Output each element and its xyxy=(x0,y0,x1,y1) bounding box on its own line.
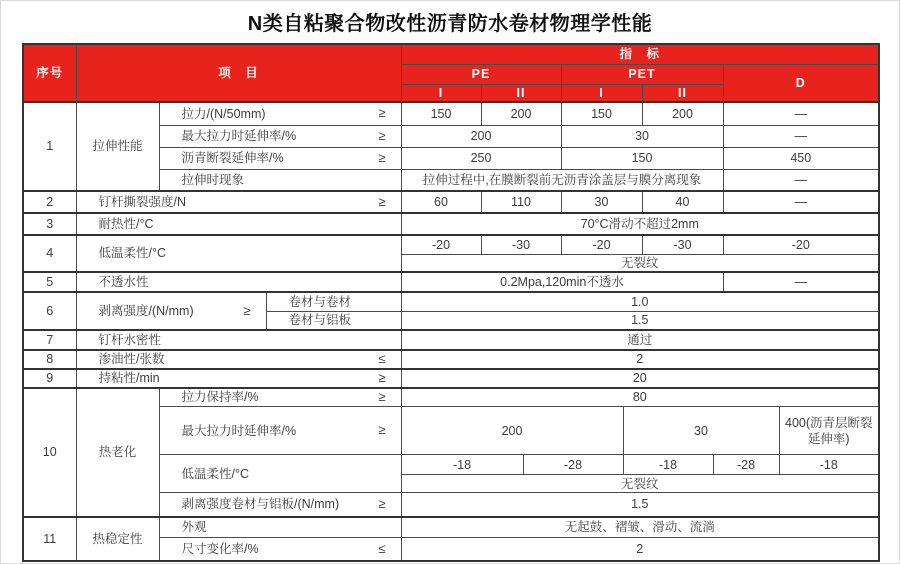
value-cell: -30 xyxy=(642,235,723,254)
item-label: 耐热性/°C xyxy=(98,216,154,231)
value-cell: 1.5 xyxy=(401,493,879,517)
value-cell: 150 xyxy=(561,102,642,125)
table-row xyxy=(23,388,879,407)
seq-cell: 9 xyxy=(23,369,76,388)
item-cell xyxy=(159,102,401,125)
value-cell: 1.0 xyxy=(401,292,879,311)
value-cell: 拉伸过程中,在膜断裂前无沥青涂盖层与膜分离现象 xyxy=(401,169,723,191)
header-seq: 序号 xyxy=(23,44,76,102)
header-index: 指 标 xyxy=(401,44,879,64)
value-cell: -28 xyxy=(523,455,623,475)
item-label: 拉力保持率/% xyxy=(181,390,259,405)
item-label: 钉杆水密性 xyxy=(98,332,162,347)
value-cell: 2 xyxy=(401,538,879,561)
le-symbol: ≤ xyxy=(378,351,386,366)
ge-symbol: ≥ xyxy=(378,389,386,405)
item-cell xyxy=(159,517,401,538)
ge-symbol: ≥ xyxy=(243,302,251,318)
seq-cell: 1 xyxy=(23,102,76,191)
value-cell: -18 xyxy=(623,455,713,475)
item-cell xyxy=(159,169,401,191)
value-cell: 400(沥青层断裂延伸率) xyxy=(779,407,879,455)
item-cell xyxy=(159,388,401,407)
category-cell: 热稳定性 xyxy=(76,517,159,561)
seq-cell: 5 xyxy=(23,272,76,292)
value-cell: 200 xyxy=(401,125,561,147)
le-symbol: ≤ xyxy=(378,540,386,556)
value-cell: 30 xyxy=(561,191,642,213)
table-row xyxy=(23,292,879,311)
item-label: 卷材与铝板 xyxy=(288,313,352,328)
page-title: N类自粘聚合物改性沥青防水卷材物理学性能 xyxy=(247,13,653,35)
table-row xyxy=(23,102,879,125)
value-cell: 110 xyxy=(481,191,561,213)
header-pet-i: I xyxy=(561,84,642,102)
table-row xyxy=(23,235,879,254)
value-cell: 150 xyxy=(561,147,723,169)
item-label: 剥离强度卷材与铝板/(N/mm) xyxy=(181,497,340,512)
ge-symbol: ≥ xyxy=(378,105,386,121)
table-row xyxy=(23,369,879,388)
value-cell: 1.5 xyxy=(401,311,879,330)
item-label: 拉伸时现象 xyxy=(181,172,245,187)
value-cell: 0.2Mpa,120min不透水 xyxy=(401,272,723,292)
seq-cell: 4 xyxy=(23,235,76,272)
header-d: D xyxy=(723,64,879,102)
table-row xyxy=(23,213,879,235)
value-cell: -20 xyxy=(401,235,481,254)
ge-symbol: ≥ xyxy=(378,422,386,438)
table-row xyxy=(23,350,879,369)
value-cell: 20 xyxy=(401,369,879,388)
header-pet-ii: II xyxy=(642,84,723,102)
ge-symbol: ≥ xyxy=(378,496,386,512)
value-cell: — xyxy=(723,272,879,292)
sub-item-cell xyxy=(266,311,401,330)
item-cell xyxy=(159,538,401,561)
seq-cell: 6 xyxy=(23,292,76,330)
item-label: 低温柔性/°C xyxy=(181,466,249,481)
item-label: 不透水性 xyxy=(98,274,149,289)
value-cell: 150 xyxy=(401,102,481,125)
value-cell: 80 xyxy=(401,388,879,407)
value-cell: — xyxy=(723,102,879,125)
item-cell xyxy=(76,235,401,272)
item-label: 钉杆撕裂强度/N xyxy=(98,194,187,209)
header-pet: PET xyxy=(561,64,723,84)
item-cell xyxy=(76,369,401,388)
header-pe-ii: II xyxy=(481,84,561,102)
seq-cell: 10 xyxy=(23,388,76,517)
value-cell: -20 xyxy=(561,235,642,254)
value-cell: 30 xyxy=(561,125,723,147)
table-row xyxy=(23,272,879,292)
value-cell: 250 xyxy=(401,147,561,169)
header-item: 项 目 xyxy=(76,44,401,102)
seq-cell: 2 xyxy=(23,191,76,213)
value-cell: 200 xyxy=(642,102,723,125)
value-cell: 无起鼓、褶皱、滑动、流淌 xyxy=(401,517,879,538)
value-cell: 无裂纹 xyxy=(401,254,879,272)
ge-symbol: ≥ xyxy=(378,127,386,143)
item-label: 外观 xyxy=(181,520,207,535)
value-cell: 60 xyxy=(401,191,481,213)
item-cell xyxy=(76,350,401,369)
spec-table xyxy=(22,43,880,562)
item-label: 沥青断裂延伸率/% xyxy=(181,150,284,165)
item-label: 拉力/(N/50mm) xyxy=(181,106,266,121)
value-cell: 200 xyxy=(401,407,623,455)
value-cell: -30 xyxy=(481,235,561,254)
item-label: 最大拉力时延伸率/% xyxy=(181,423,297,438)
item-cell xyxy=(76,213,401,235)
item-cell xyxy=(159,455,401,493)
header-pe-i: I xyxy=(401,84,481,102)
value-cell: 2 xyxy=(401,350,879,369)
item-cell xyxy=(159,147,401,169)
value-cell: 30 xyxy=(623,407,779,455)
value-cell: -18 xyxy=(401,455,523,475)
value-cell: 无裂纹 xyxy=(401,475,879,493)
header-pe: PE xyxy=(401,64,561,84)
item-label: 最大拉力时延伸率/% xyxy=(181,128,297,143)
item-label: 渗油性/张数 xyxy=(98,352,165,367)
seq-cell: 3 xyxy=(23,213,76,235)
ge-symbol: ≥ xyxy=(378,193,386,209)
item-cell xyxy=(76,191,401,213)
item-label: 尺寸变化率/% xyxy=(181,541,259,556)
seq-cell: 8 xyxy=(23,350,76,369)
ge-symbol: ≥ xyxy=(378,369,386,385)
category-cell: 拉伸性能 xyxy=(76,102,159,191)
table-header xyxy=(23,44,879,102)
value-cell: 70°C滑动不超过2mm xyxy=(401,213,879,235)
value-cell: -18 xyxy=(779,455,879,475)
item-label: 低温柔性/°C xyxy=(98,246,166,261)
item-label: 持粘性/min xyxy=(98,371,160,386)
item-label: 剥离强度/(N/mm) xyxy=(98,303,194,318)
table-row xyxy=(23,191,879,213)
item-cell xyxy=(159,407,401,455)
item-cell xyxy=(159,493,401,517)
value-cell: 450 xyxy=(723,147,879,169)
value-cell: — xyxy=(723,125,879,147)
value-cell: -20 xyxy=(723,235,879,254)
value-cell: — xyxy=(723,169,879,191)
value-cell: 通过 xyxy=(401,330,879,350)
category-cell: 热老化 xyxy=(76,388,159,517)
seq-cell: 7 xyxy=(23,330,76,350)
item-cell xyxy=(76,272,401,292)
sub-item-cell xyxy=(266,292,401,311)
table-row xyxy=(23,330,879,350)
value-cell: 200 xyxy=(481,102,561,125)
item-cell xyxy=(159,125,401,147)
ge-symbol: ≥ xyxy=(378,149,386,165)
table-row xyxy=(23,517,879,538)
item-label: 卷材与卷材 xyxy=(288,294,352,309)
item-cell xyxy=(76,330,401,350)
value-cell: — xyxy=(723,191,879,213)
value-cell: 40 xyxy=(642,191,723,213)
item-cell xyxy=(76,292,266,330)
seq-cell: 11 xyxy=(23,517,76,561)
value-cell: -28 xyxy=(713,455,779,475)
